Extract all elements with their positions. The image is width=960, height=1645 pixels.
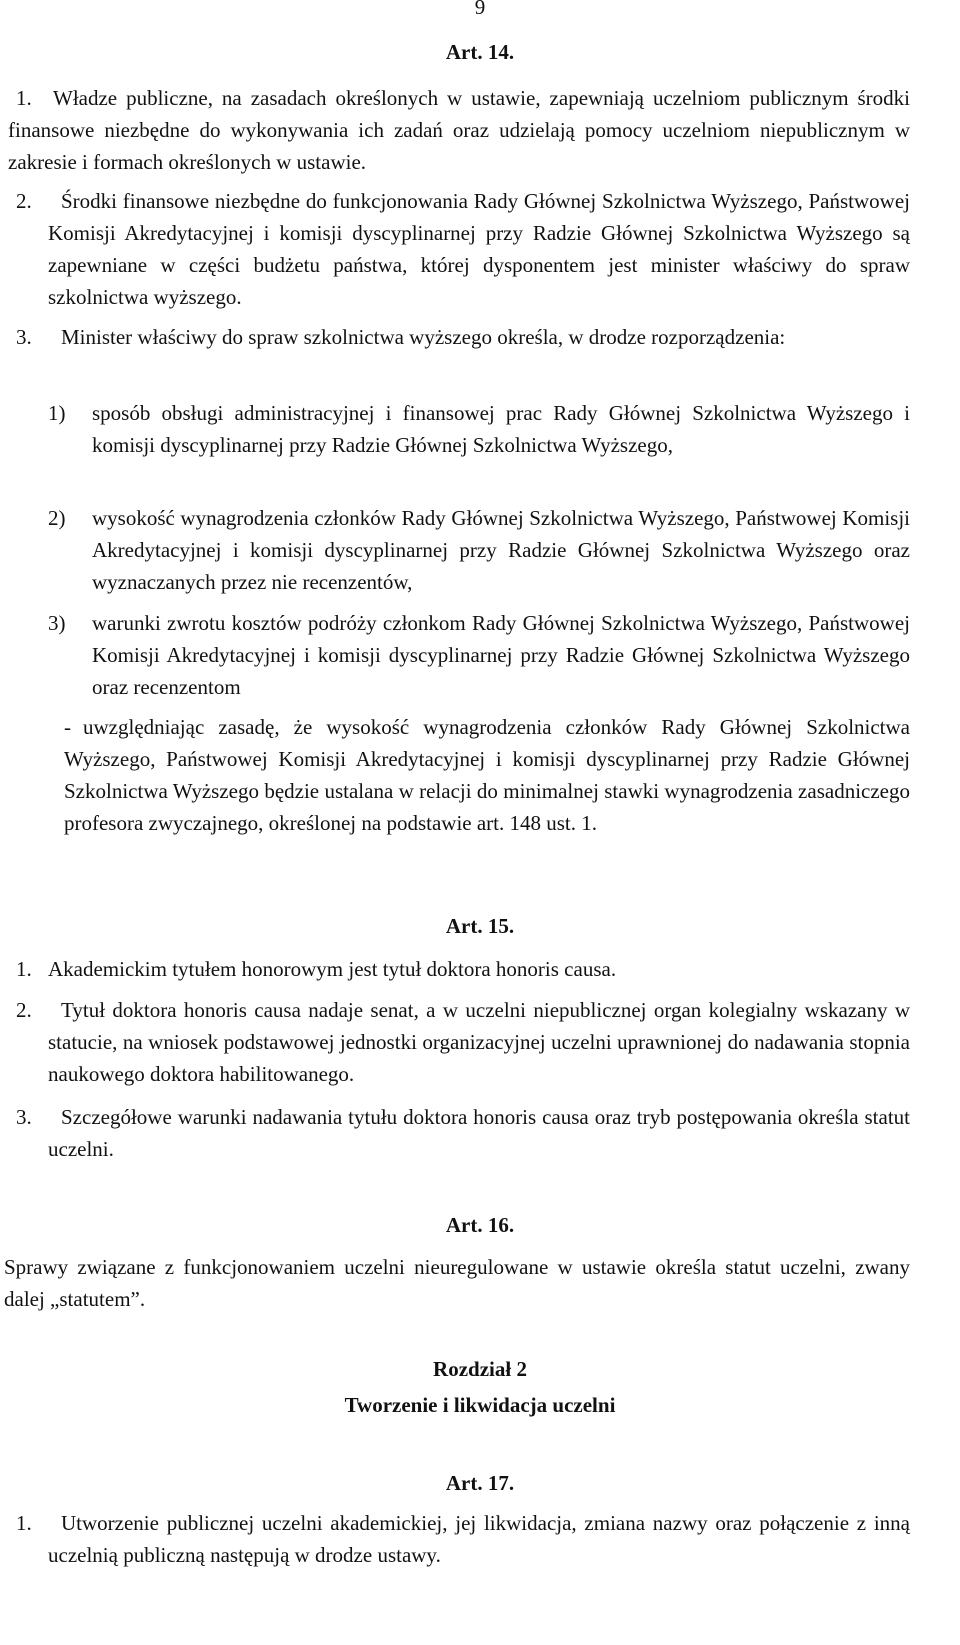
- page-number: 9: [474, 0, 486, 19]
- chapter-title: Tworzenie i likwidacja uczelni: [344, 1393, 616, 1417]
- item-text: warunki zwrotu kosztów podróży członkom Rady Głównej Szkolnictwa Wyższego, Państwowej Komisji Akredytacyjnej i komisji dyscyplinarnej przy Radzie Głównej Szkolnictwa Wyższego oraz recenzentom: [92, 611, 910, 699]
- art14-paragraph-3: [8, 321, 910, 353]
- item-number: 3): [48, 611, 66, 635]
- art16-paragraph: Sprawy związane z funkcjonowaniem uczelni nieuregulowane w ustawie określa statut uczelni, zwany dalej „statutem”.: [4, 1255, 910, 1311]
- item-number: 1): [48, 401, 66, 425]
- dash-marker: -: [64, 715, 71, 739]
- paragraph-text: Minister właściwy do spraw szkolnictwa wyższego określa, w drodze rozporządzenia:: [61, 325, 786, 349]
- item-text: sposób obsługi administracyjnej i finansowej prac Rady Głównej Szkolnictwa Wyższego i komisji dyscyplinarnej przy Radzie Głównej Szkolnictwa Wyższego,: [92, 401, 910, 457]
- art14-item-3: [48, 607, 910, 703]
- paragraph-text: Utworzenie publicznej uczelni akademickiej, jej likwidacja, zmiana nazwy oraz połączenie z inną uczelnią publiczną następują w drodze ustawy.: [48, 1511, 910, 1567]
- paragraph-number: 3.: [16, 325, 32, 349]
- chapter-label: Rozdział 2: [433, 1357, 527, 1381]
- art14-paragraph-1: [8, 82, 910, 178]
- art14-paragraph-2: [8, 185, 910, 313]
- paragraph-number: 2.: [16, 189, 32, 213]
- art15-paragraph-2: [8, 994, 910, 1090]
- paragraph-text: Władze publiczne, na zasadach określonych w ustawie, zapewniają uczelniom publicznym środki finansowe niezbędne do wykonywania ich zadań oraz udzielają pomocy uczelniom niepublicznym w zakresie i formach określonych w ustawie.: [8, 86, 910, 174]
- paragraph-text: Akademickim tytułem honorowym jest tytuł doktora honoris causa.: [48, 957, 617, 981]
- paragraph-number: 2.: [16, 998, 32, 1022]
- paragraph-text: Szczegółowe warunki nadawania tytułu doktora honoris causa oraz tryb postępowania określa statut uczelni.: [48, 1105, 910, 1161]
- art14-item-1: [48, 397, 910, 461]
- paragraph-number: 1.: [16, 86, 32, 110]
- paragraph-number: 1.: [16, 957, 32, 981]
- art15-paragraph-3: [8, 1101, 910, 1165]
- art14-dash-clause: [64, 711, 910, 839]
- item-number: 2): [48, 506, 66, 530]
- paragraph-text: Tytuł doktora honoris causa nadaje senat, a w uczelni niepublicznej organ kolegialny wskazany w statucie, na wniosek podstawowej jednostki organizacyjnej uczelni uprawnionej do nadawania stopnia naukowego doktora habilitowanego.: [48, 998, 910, 1086]
- paragraph-number: 3.: [16, 1105, 32, 1129]
- article-16-heading: Art. 16.: [445, 1213, 515, 1237]
- art15-paragraph-1: [8, 953, 910, 985]
- article-14-heading: Art. 14.: [445, 40, 515, 64]
- article-17-heading: Art. 17.: [445, 1471, 515, 1495]
- article-15-heading: Art. 15.: [445, 914, 515, 938]
- item-text: wysokość wynagrodzenia członków Rady Głównej Szkolnictwa Wyższego, Państwowej Komisji Akredytacyjnej i komisji dyscyplinarnej przy Radzie Głównej Szkolnictwa Wyższego oraz wyznaczanych przez nie recenzentów,: [92, 506, 910, 594]
- art14-item-2: [48, 502, 910, 598]
- paragraph-text: Środki finansowe niezbędne do funkcjonowania Rady Głównej Szkolnictwa Wyższego, Państwowej Komisji Akredytacyjnej i komisji dyscyplinarnej przy Radzie Głównej Szkolnictwa Wyższego są zapewniane w części budżetu państwa, której dysponentem jest minister właściwy do spraw szkolnictwa wyższego.: [48, 189, 910, 309]
- dash-text: uwzględniając zasadę, że wysokość wynagrodzenia członków Rady Głównej Szkolnictwa Wyższego, Państwowej Komisji Akredytacyjnej i komisji dyscyplinarnej przy Radzie Głównej Szkolnictwa Wyższego będzie ustalana w relacji do minimalnej stawki wynagrodzenia zasadniczego profesora zwyczajnego, określonej na podstawie art. 148 ust. 1.: [64, 715, 910, 835]
- art17-paragraph-1: [8, 1507, 910, 1571]
- paragraph-number: 1.: [16, 1511, 32, 1535]
